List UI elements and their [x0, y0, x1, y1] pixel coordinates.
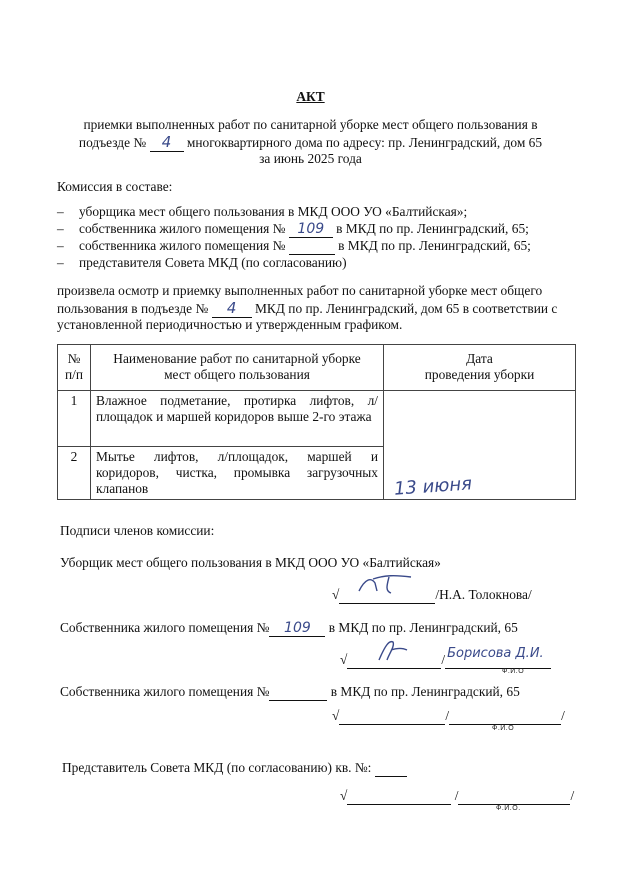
commission-label: Комиссия в составе:	[57, 179, 173, 194]
date-cell	[384, 391, 576, 500]
signature-mark	[355, 573, 415, 599]
signatures-title: Подписи членов комиссии:	[60, 523, 215, 538]
rep-label: Представитель Совета МКД (по согласованию) кв. №:	[62, 760, 407, 777]
owner1-label: Собственника жилого помещения № 109 в МКД по пр. Ленинградский, 65	[60, 620, 518, 636]
owner1-fio-caption: Ф.И.О	[502, 668, 525, 675]
owner2-fio-caption: Ф.И.О	[492, 725, 515, 732]
subtitle-line-3: за июнь 2025 года	[259, 151, 362, 166]
works-table	[57, 344, 576, 500]
member-item-2: – собственника жилого помещения № 109 в МКД по пр. Ленинградский, 65;	[57, 221, 529, 237]
signature-mark	[373, 636, 413, 664]
member-item-3: – собственника жилого помещения № в МКД по пр. Ленинградский, 65;	[57, 238, 531, 253]
row-number: 2	[58, 447, 91, 500]
header-date: Дата проведения уборки	[384, 345, 576, 391]
rep-fio-caption: Ф.И.О.	[496, 805, 521, 812]
header-number: № п/п	[58, 345, 91, 391]
subtitle-line-1: приемки выполненных работ по санитарной уборке мест общего пользования в	[83, 117, 538, 132]
rep-signature-line: √ / /	[340, 788, 575, 803]
header-work-name: Наименование работ по санитарной уборке мест общего пользования	[91, 345, 384, 391]
cleaner-label: Уборщик мест общего пользования в МКД ООО УО «Балтийская»	[60, 555, 441, 570]
statement-line-3: установленной периодичностью и утвержденным графиком.	[57, 317, 403, 332]
owner2-label: Собственника жилого помещения № в МКД по пр. Ленинградский, 65	[60, 684, 520, 699]
statement-line-1: произвела осмотр и приемку выполненных работ по санитарной уборке мест общего	[57, 283, 543, 298]
table-row	[58, 391, 576, 447]
member-item-1: – уборщика мест общего пользования в МКД ООО УО «Балтийская»;	[57, 204, 468, 219]
row-work-text: Влажное подметание, протирка лифтов, л/площадок и маршей коридоров выше 2-го этажа	[91, 391, 384, 447]
cleaner-signature-line: √ /Н.А. Толокнова/	[332, 587, 532, 604]
row-work-text: Мытье лифтов, л/площадок, маршей и коридоров, чистка, промывка загрузочных клапанов	[91, 447, 384, 500]
row-number: 1	[58, 391, 91, 447]
document-title: АКТ	[296, 89, 325, 104]
owner1-signature-line: √ / Борисова Д.И.	[340, 652, 551, 669]
statement-line-2: пользования в подъезде № 4 МКД по пр. Ленинградский, дом 65 в соответствии с	[57, 299, 558, 317]
table-header-row	[58, 345, 576, 391]
handwritten-date: 13 июня	[393, 473, 473, 500]
owner2-signature-line: √ / /	[332, 708, 565, 723]
entrance-number: 4	[150, 134, 184, 152]
owner1-fio-handwritten: Борисова Д.И.	[447, 646, 544, 661]
subtitle-line-2: подъезде № 4 многоквартирного дома по адресу: пр. Ленинградский, дом 65	[78, 133, 543, 151]
member-item-4: – представителя Совета МКД (по согласованию)	[57, 255, 347, 270]
